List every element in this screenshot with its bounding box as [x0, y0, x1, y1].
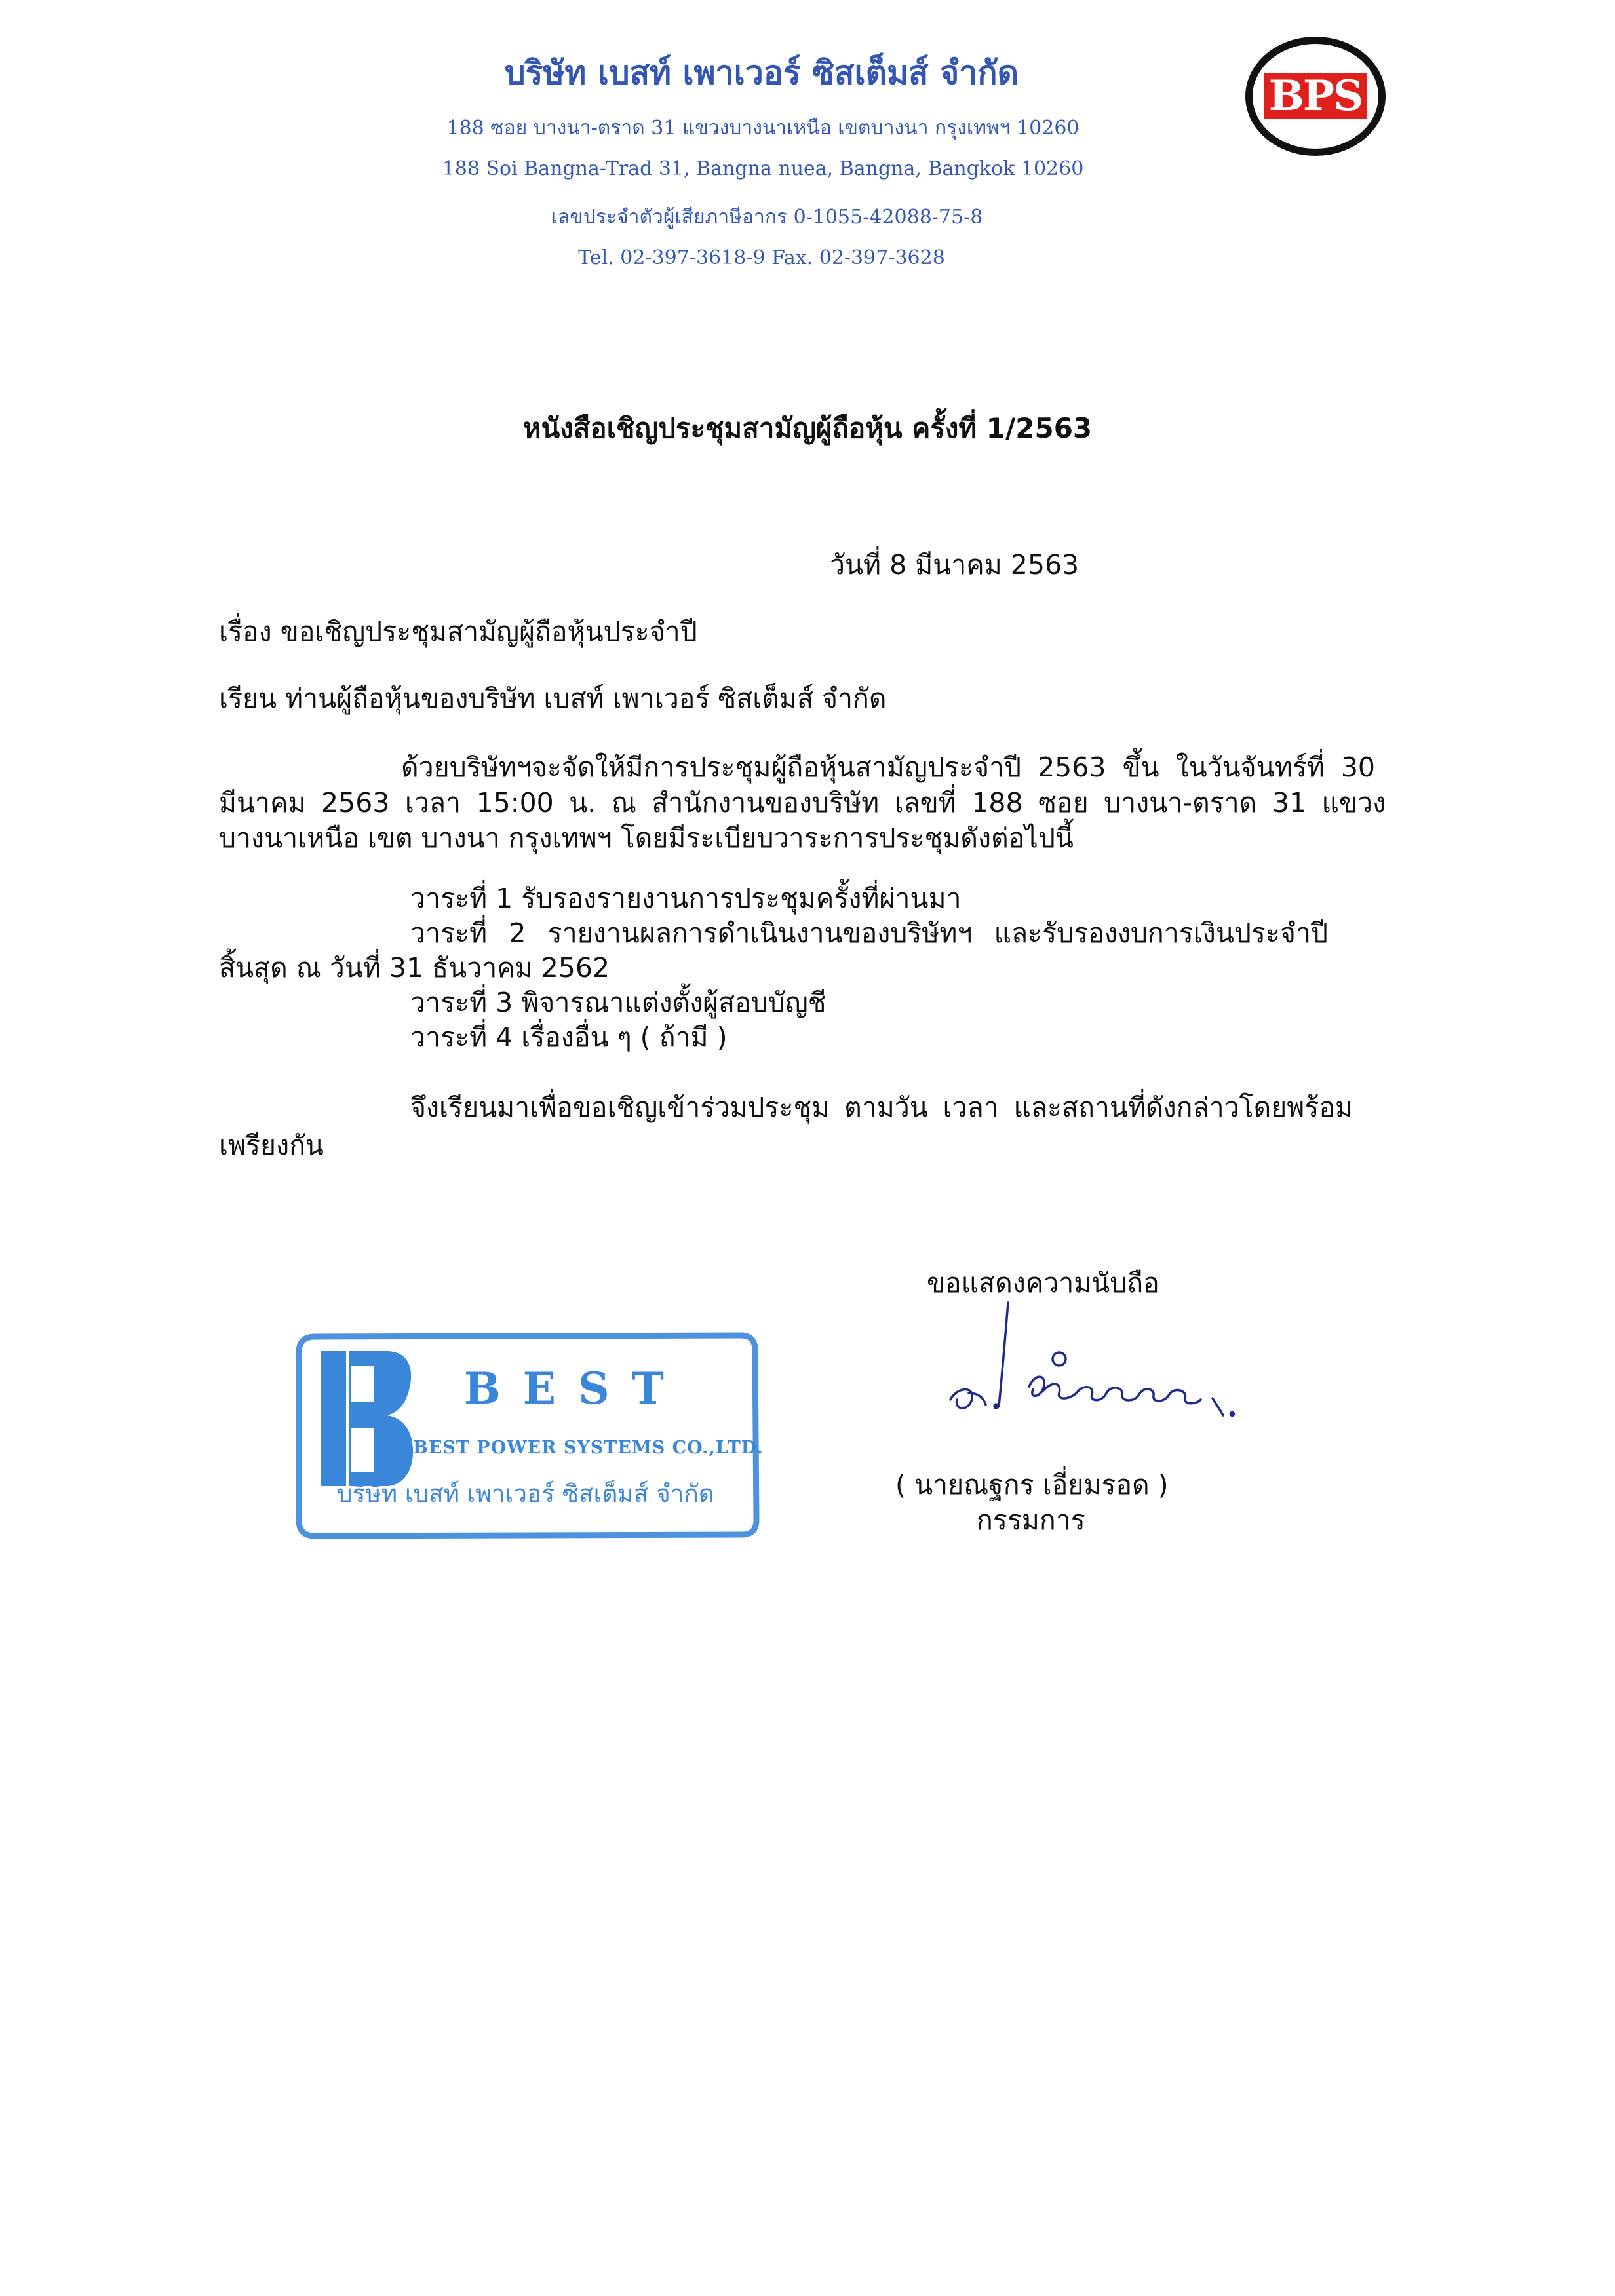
company-contact: Tel. 02-397-3618-9 Fax. 02-397-3628 [578, 246, 945, 269]
agenda-item-4: วาระที่ 4 เรื่องอื่น ๆ ( ถ้ามี ) [410, 1022, 728, 1053]
body-paragraph-line-2: มีนาคม 2563 เวลา 15:00 น. ณ สำนักงานของบริษัท เลขที่ 188 ซอย บางนา-ตราด 31 แขวง [219, 787, 1386, 818]
letter-recipient: เรียน ท่านผู้ถือหุ้นของบริษัท เบสท์ เพาเวอร์ ซิสเต็มส์ จำกัด [219, 683, 887, 714]
body-paragraph-line-3: บางนาเหนือ เขต บางนา กรุงเทพฯ โดยมีระเบียบวาระการประชุมดังต่อไปนี้ [219, 822, 1074, 854]
company-address-thai: 188 ซอย บางนา-ตราด 31 แขวงบางนาเหนือ เขตบางนา กรุงเทพฯ 10260 [446, 117, 1080, 140]
stamp-company-english: BEST POWER SYSTEMS CO.,LTD. [413, 1438, 764, 1458]
bps-logo [1245, 37, 1386, 156]
company-address-english: 188 Soi Bangna-Trad 31, Bangna nuea, Bangna, Bangkok 10260 [442, 157, 1084, 180]
sincerely-text: ขอแสดงความนับถือ [927, 1267, 1159, 1299]
closing-line-1: จึงเรียนมาเพื่อขอเชิญเข้าร่วมประชุม ตามวัน เวลา และสถานที่ดังกล่าวโดยพร้อม [410, 1092, 1353, 1123]
letter-date: วันที่ 8 มีนาคม 2563 [830, 549, 1080, 581]
bps-logo-text: BPS [1264, 73, 1367, 119]
company-stamp [288, 1324, 760, 1546]
body-paragraph-line-1: ด้วยบริษัทฯจะจัดให้มีการประชุมผู้ถือหุ้นสามัญประจำปี 2563 ขึ้น ในวันจันทร์ที่ 30 [401, 752, 1375, 783]
company-tax-id: เลขประจำตัวผู้เสียภาษีอากร 0-1055-42088-75-8 [551, 206, 983, 229]
signer-name: ( นายณฐกร เอี่ยมรอด ) [895, 1469, 1169, 1501]
agenda-item-2: วาระที่ 2 รายงานผลการดำเนินงานของบริษัทฯ และรับรองงบการเงินประจำปี [410, 917, 1328, 949]
handwritten-signature [931, 1295, 1258, 1445]
company-name-thai: บริษัท เบสท์ เพาเวอร์ ซิสเต็มส์ จำกัด [504, 53, 1019, 92]
closing-line-2: เพรียงกัน [219, 1130, 324, 1161]
letter-subject: เรื่อง ขอเชิญประชุมสามัญผู้ถือหุ้นประจำปี [219, 616, 697, 647]
agenda-item-3: วาระที่ 3 พิจารณาแต่งตั้งผู้สอบบัญชี [410, 987, 827, 1018]
agenda-item-2-continued: สิ้นสุด ณ วันที่ 31 ธันวาคม 2562 [219, 952, 610, 984]
agenda-item-1: วาระที่ 1 รับรองรายงานการประชุมครั้งที่ผ่านมา [410, 883, 962, 914]
letter-title: หนังสือเชิญประชุมสามัญผู้ถือหุ้น ครั้งที่ 1/2563 [522, 412, 1093, 444]
stamp-company-thai: บริษัท เบสท์ เพาเวอร์ ซิสเต็มส์ จำกัด [337, 1480, 714, 1508]
stamp-word: BEST [464, 1363, 686, 1414]
signer-position: กรรมการ [977, 1504, 1085, 1536]
